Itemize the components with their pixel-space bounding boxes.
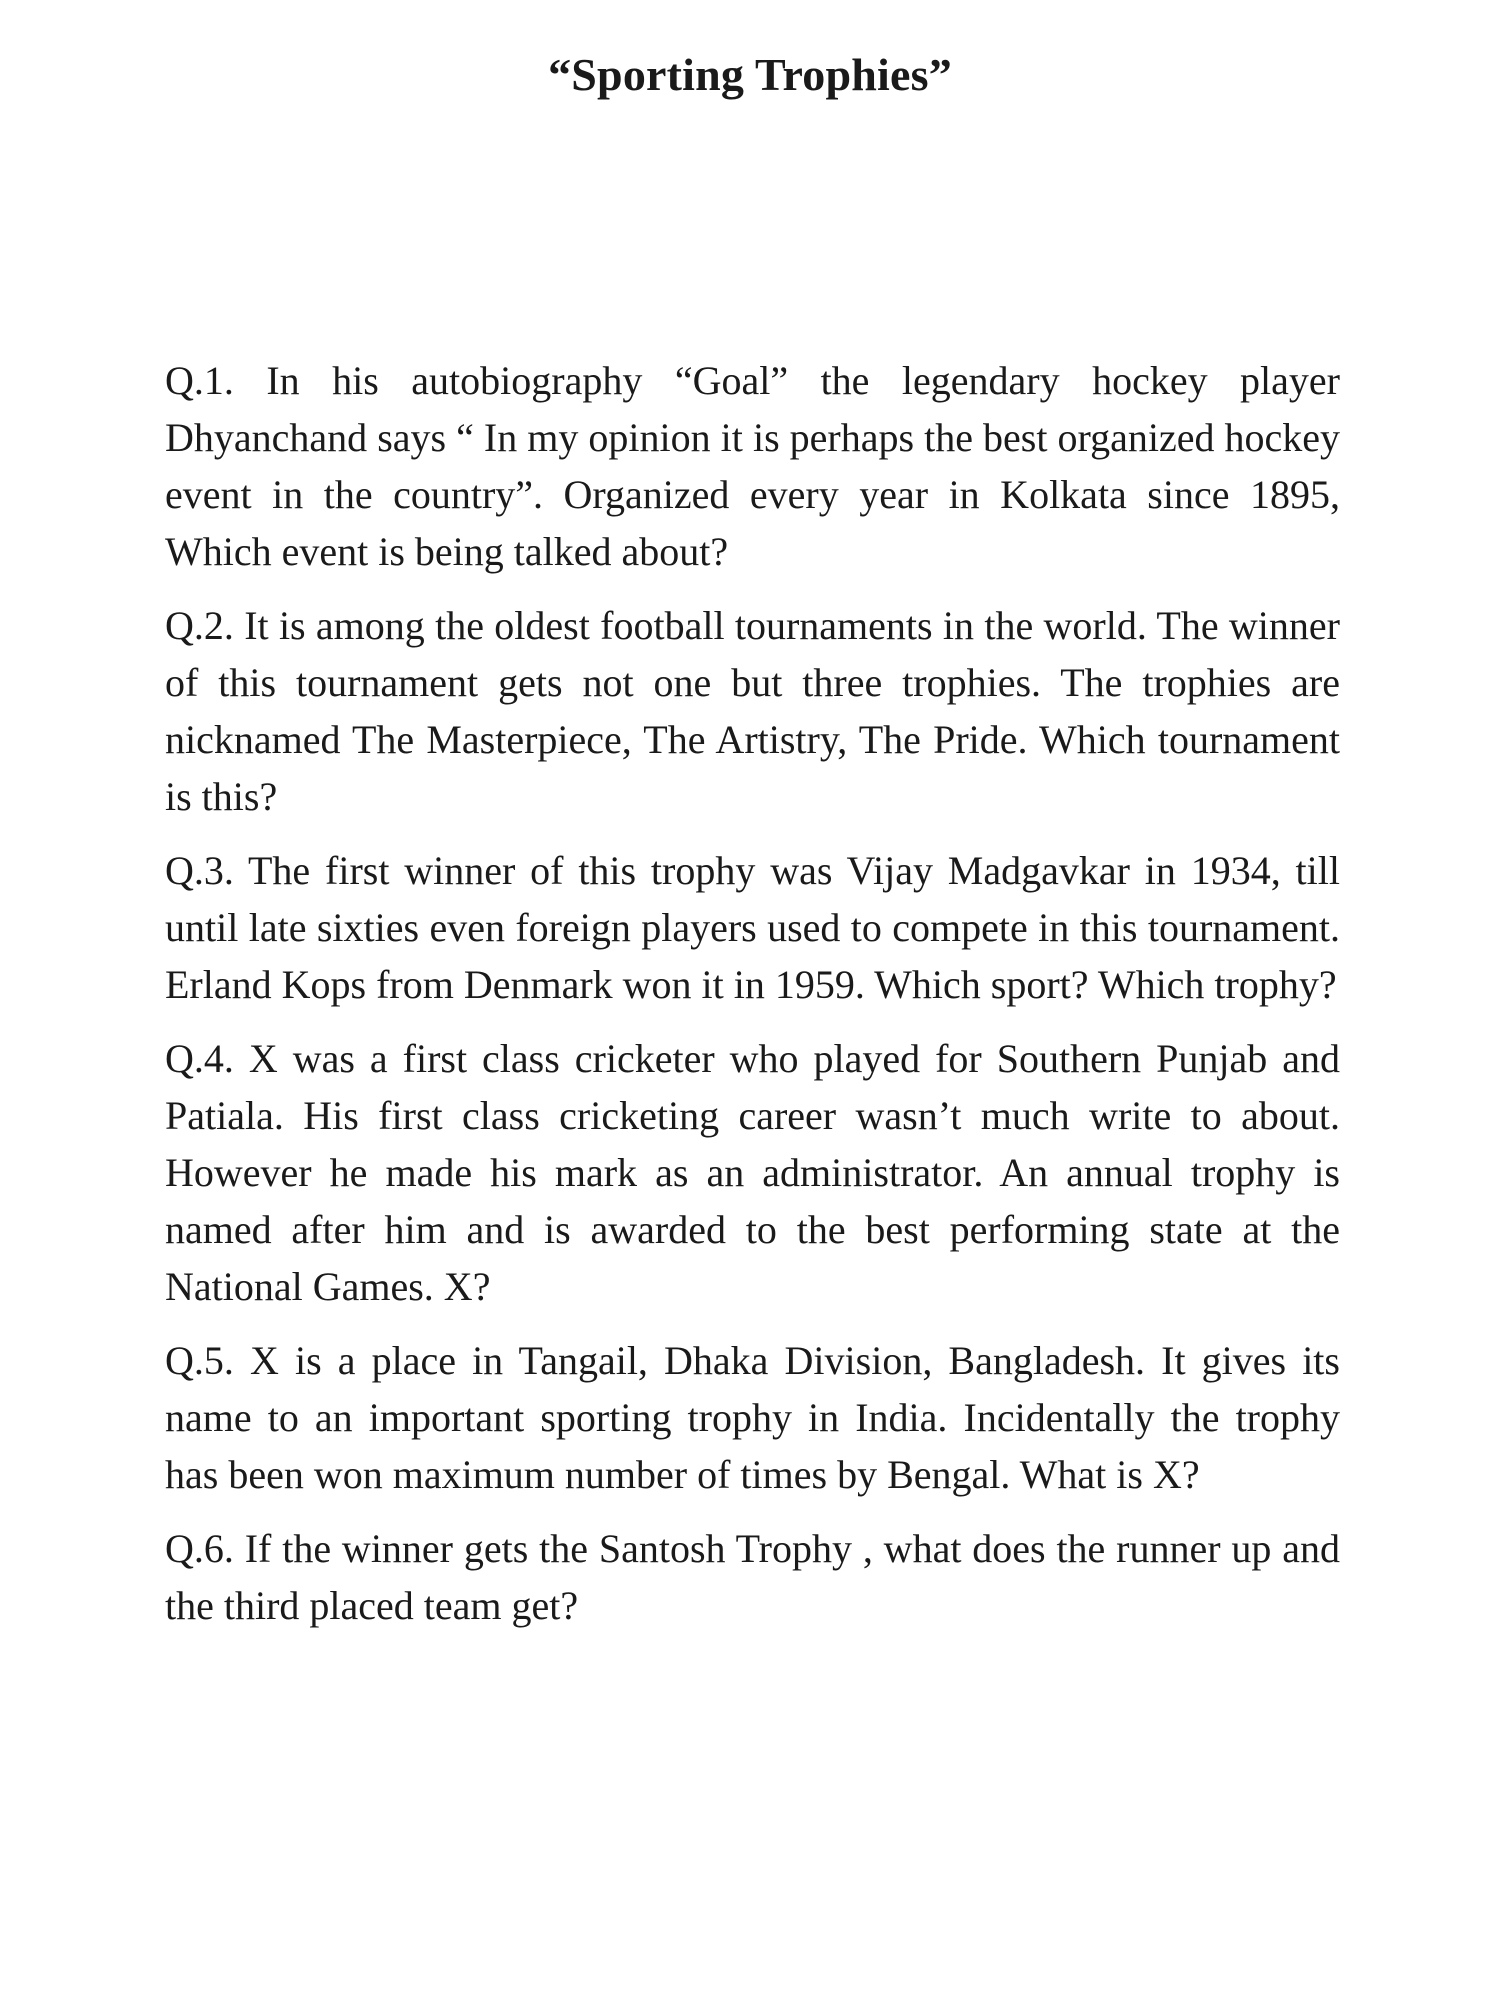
- question-4: Q.4. X was a first class cricketer who played for Southern Punjab and Patiala. His first class cricketing career wasn’t much write to about. However he made his mark as an administrator. An annual trophy is named after him and is awarded to the best performing state at the National Games. X?: [165, 1036, 1340, 1309]
- question-3: Q.3. The first winner of this trophy was Vijay Madgavkar in 1934, till until late sixties even foreign players used to compete in this tournament. Erland Kops from Denmark won it in 1959. Which sport? Which trophy?: [165, 848, 1340, 1007]
- question-2: Q.2. It is among the oldest football tournaments in the world. The winner of this tournament gets not one but three trophies. The trophies are nicknamed The Masterpiece, The Artistry, The Pride. Which tournament is this?: [165, 603, 1340, 819]
- question-5: Q.5. X is a place in Tangail, Dhaka Division, Bangladesh. It gives its name to an important sporting trophy in India. Incidentally the trophy has been won maximum number of times by Bengal. What is X?: [165, 1338, 1340, 1497]
- question-6: Q.6. If the winner gets the Santosh Trophy , what does the runner up and the third placed team get?: [165, 1526, 1340, 1628]
- question-1: Q.1. In his autobiography “Goal” the legendary hockey player Dhyanchand says “ In my opinion it is perhaps the best organized hockey event in the country”. Organized every year in Kolkata since 1895, Which event is being talked about?: [165, 358, 1340, 574]
- question-list: [165, 352, 1340, 1651]
- page-title: “Sporting Trophies”: [548, 49, 952, 100]
